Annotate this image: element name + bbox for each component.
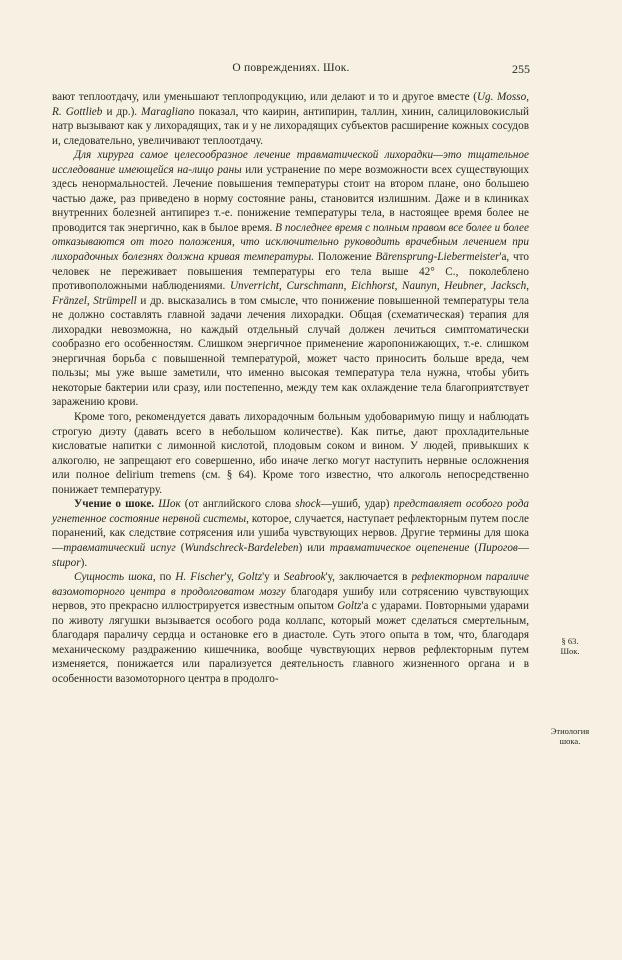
italic-text: Eichhorst [351,280,395,293]
italic-text: травматический испуг [63,541,176,554]
italic-text: Bärensprung-Liebermeister [375,251,500,264]
running-title: О повреждениях. Шок. [232,62,350,74]
margin-note-line: Этиология [550,726,590,736]
margin-note-section-63 [540,636,600,656]
text-run: —ушиб, удар) [320,498,394,511]
italic-text: Fränzel [52,294,87,307]
italic-text: рефлекторном параличе вазомоторного центра в продолговатом мозгу [52,571,529,598]
italic-text: представляет особого рода угнетенное состояние нервной системы [52,498,529,525]
text-run: 'у и [262,571,284,584]
text-run: , [279,280,287,293]
italic-text: В последнее время с полным правом все более и более отказываются от того положения, что исключительно руководить врачебным лечением при лихорадочных болезнях должна кривая температуры. [52,221,529,264]
paragraph [52,497,529,570]
text-run: , [483,280,491,293]
italic-text: shock [295,498,321,511]
text-run: , [343,280,352,293]
text-run: Положение [314,251,376,264]
running-header [52,62,530,78]
italic-text: Ug. Mosso [476,91,527,103]
italic-text: Goltz [237,571,263,584]
italic-text: Curschmann [286,280,344,293]
text-run: ( [175,541,185,554]
italic-text: травматическое оцепенение [329,541,470,554]
text-run: и др. высказались в том смысле, что понижение повышенной температуры тела не должно составлять главной задачи лечения лихорадки. Общая (схематическая) терапия для лихорадки невозможна, но каждый отдельный случай должен лечиться симптоматически сообразно его особенностям. Слишком энергичное применение жаропонижающих, т.-е. слишком энергичная борьба с повышенной температурой, может часто приносить больше вреда, чем пользы; мы уже выше заметили, что именно высокая температура тела нужна, чтобы убить некоторые бактерии или сразу, или постепенно, между тем как охлаждение тела благоприятствует заражению крови. [52,294,529,409]
italic-text: Jacksch [490,280,527,293]
text-run: , [436,280,445,293]
italic-text: Goltz [337,600,362,613]
text-run: и др.). [102,105,142,118]
text-run: ) или [298,541,330,554]
italic-text: Шок [158,498,181,511]
text-run: 'а с ударами. Повторными ударами по животу лягушки вызывается особого рода коллапс, который может сделаться смертельным, благодаря параличу сердца и остановке его в диастоле. Суть этого опыта в том, что, благодаря механическому раздражению кишечника, вообще чувствующих нервов рефлекторным путем изменяется, понижается или парализуется деятельность главного жизненного органа и в особенности вазомоторного центра в продолго- [52,600,529,685]
text-run: 'у, заключается в [325,571,412,584]
italic-text: H. Fischer [175,571,225,584]
italic-text: Heubner [444,280,484,293]
text-run: ( [469,541,479,554]
paragraph [52,90,529,148]
text-run: 'у, [224,571,238,584]
italic-text: Strümpell [93,294,137,307]
italic-text: R. Gottlieb [52,105,103,118]
italic-text: Пирогов [478,541,518,554]
page-number: 255 [512,62,530,76]
text-run: или устранение по мере возможности всех существующих здесь ненормальностей. Лечение повышения температуры стоит на втором плане, оно большею частью даже, раз приведено в норму состояние раны, становится излишним. Даже и в клиниках внутренних болезней антипирез т.-е. понижение температуры тела, в настоящее время более не проводится так энергично, как в былое время. [52,163,529,234]
text-run: , по [152,571,176,584]
text-run: , [86,294,94,307]
italic-text: Naunyn [402,280,437,293]
italic-text: Maragliano [141,105,195,118]
paragraph [52,570,529,686]
margin-note-line: § 63. [561,636,579,646]
text-run: благодаря ушибу или сотрясению чувствующих нервов, это прекрасно иллюстрируется известным опытом [52,585,530,613]
text-run: показал, что каирин, антипирин, таллин, хинин, салициловокислый натр вызывают как у лихорадящих, так и у не лихорадящих субъектов расширение кожных сосудов и, следовательно, увеличивают теплоотдачу. [52,105,530,147]
italic-text: Сущность шока [74,571,153,584]
text-run: , [394,280,403,293]
margin-note-line: шока. [559,736,581,746]
margin-note-etiology [540,726,600,746]
text-run: — [517,541,529,554]
text-run: (от английского слова [180,498,296,511]
italic-text: Seabrook [283,571,326,584]
italic-text: Unverricht [229,280,280,293]
text-run: ). [80,556,88,569]
paragraph [52,410,529,497]
text-run: 'а, что человек не переживает повышения температуры его тела выше 42° С., поколеблено противоположными наблюдениями. [52,251,529,293]
italic-text: Для хирурга самое целесообразное лечение травматической лихорадки—это тщательное исследование имеющейся на-лицо раны [52,149,529,176]
text-run: вают теплоотдачу, или уменьшают теплопродукцию, или делают и то и другое вместе ( [52,91,477,103]
text-run: , которое, случается, наступает рефлекторным путем после поранений, как следствие сотрясения или ушиба чувствующих нервов. Другие термины для шока— [52,512,529,554]
text-run: Кроме того, рекомендуется давать лихорадочным больным удобоваримую пищу и наблюдать строгую диэту (давать всего в небольшом количестве). Как питье, дают прохладительные кисловатые напитки с лимонной кислотой, плодовым соком и вином. У людей, привыкших к алкоголю, не запрещают его совершенно, ибо иначе легко могут наступить нервные осложнения или полное delirium tremens (см. § 64). Кроме того известно, что алкоголь непосредственно понижает температуру. [52,411,529,496]
italic-text: Wundschreck-Bardeleben [184,541,299,554]
text-run: , [526,91,530,103]
margin-note-line: Шок. [560,646,580,656]
text-run: , [526,280,530,293]
bold-heading: Учение о шоке. [74,498,155,511]
paragraph [52,148,529,410]
body-text [52,90,529,686]
italic-text: stupor [52,556,81,569]
